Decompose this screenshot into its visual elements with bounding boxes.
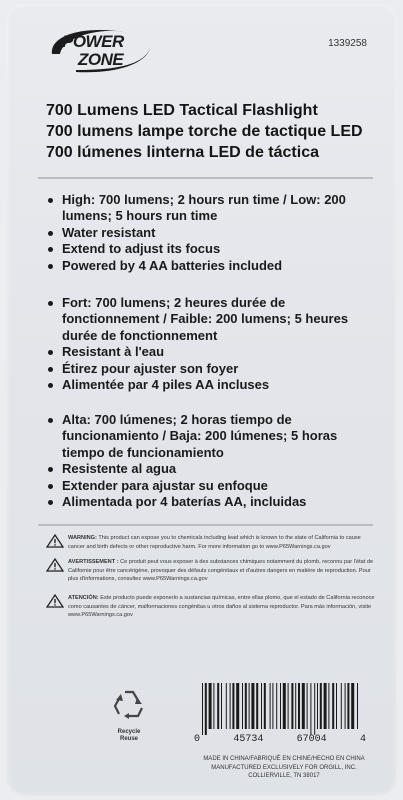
feature-item: Étirez pour ajuster son foyer: [48, 361, 378, 377]
feature-item: Water resistant: [48, 225, 378, 241]
barcode-bars: [194, 683, 366, 735]
warning-french: [46, 558, 376, 584]
feature-item: Extender para ajustar su enfoque: [48, 478, 378, 494]
recycle-mark: [104, 684, 154, 750]
origin-line: MADE IN CHINA/FABRIQUÉ EN CHINE/HECHO EN CHINA: [203, 756, 365, 762]
divider-top: [38, 177, 373, 179]
feature-item: High: 700 lumens; 2 hours run time / Low: 200 lumens; 5 hours run time: [48, 192, 378, 225]
feature-item: Alta: 700 lúmenes; 2 horas tiempo de funcionamiento / Baja: 200 lúmenes; 5 horas tiempo de funcionamiento: [48, 412, 378, 461]
feature-item: Resistente al agua: [48, 461, 378, 477]
feature-item: Powered by 4 AA batteries included: [48, 258, 378, 274]
recycle-icon: [109, 684, 149, 724]
features-spanish: [48, 412, 378, 510]
warning-triangle-icon: [46, 534, 64, 548]
warning-label-es: ATENCIÓN:: [68, 595, 99, 601]
origin-line: MANUFACTURED EXCLUSIVELY FOR ORGILL, INC.: [211, 764, 357, 771]
feature-item: Extend to adjust its focus: [48, 241, 378, 257]
title-fr: 700 lumens lampe torche de tactique LED: [46, 123, 363, 140]
warning-text-fr: Ce produit peut vous exposer à des substances chimiques notamment du plomb, reconnu par l'état de Californie pour être cancérigène, provoquer des défauts congénitaux et d'autres dangers en matière de reproduction. Pour plus d'informations, consultez www.P65Warnings.ca.gov: [68, 559, 374, 583]
barcode-digit-right: 67004: [296, 734, 327, 745]
barcode-digit-lead: 0: [194, 734, 201, 745]
warning-spanish: [46, 594, 376, 620]
recycle-label: Recycle: [117, 729, 141, 735]
feature-item: Alimentada por 4 baterías AA, incluidas: [48, 494, 378, 510]
features-english: [48, 192, 378, 274]
origin-line: COLLIERVILLE, TN 38017: [248, 773, 320, 779]
barcode-digit-check: 4: [359, 734, 366, 745]
feature-item: Resistant à l'eau: [48, 344, 378, 360]
brand-logo: [46, 24, 156, 76]
warning-label-en: WARNING:: [68, 535, 97, 541]
sku-number: 1339258: [328, 38, 367, 49]
brand-line-1: POWER: [62, 32, 124, 51]
barcode-digits: [194, 734, 366, 745]
reuse-label: Reuse: [119, 736, 138, 742]
feature-item: Alimentée par 4 piles AA incluses: [48, 377, 378, 393]
title-es: 700 lúmenes linterna LED de táctica: [46, 144, 319, 161]
barcode-digit-left: 45734: [233, 734, 264, 745]
divider-bottom: [38, 524, 373, 526]
feature-item: Fort: 700 lumens; 2 heures durée de fonctionnement / Faible: 200 lumens; 5 heures durée de fonctionnement: [48, 295, 378, 344]
brand-line-2: ZONE: [78, 50, 124, 69]
upc-barcode: [194, 683, 366, 753]
warning-text-es: Este producto puede exponerlo a sustancias químicas, entre ellas plomo, que el estado de California reconoce como causantes de cáncer, malformaciones congénitas u otros daños al sistema reproductor. Para más información, visite www.P65Warnings.ca.gov: [68, 595, 375, 619]
warning-triangle-icon: [46, 558, 64, 572]
warning-label-fr: AVERTISSEMENT :: [68, 559, 119, 565]
product-titles: [46, 100, 391, 163]
warning-text-en: This product can expose you to chemicals including lead which is known to the state of California to cause cancer and birth defects or other reproductive harm. For more information go to www.P65Warnings.ca.gov: [68, 535, 361, 550]
packaging-card: [6, 4, 397, 796]
warning-triangle-icon: [46, 594, 64, 608]
warning-english: [46, 534, 376, 551]
origin-text: [194, 755, 374, 781]
title-en: 700 Lumens LED Tactical Flashlight: [46, 102, 318, 119]
features-french: [48, 295, 378, 393]
